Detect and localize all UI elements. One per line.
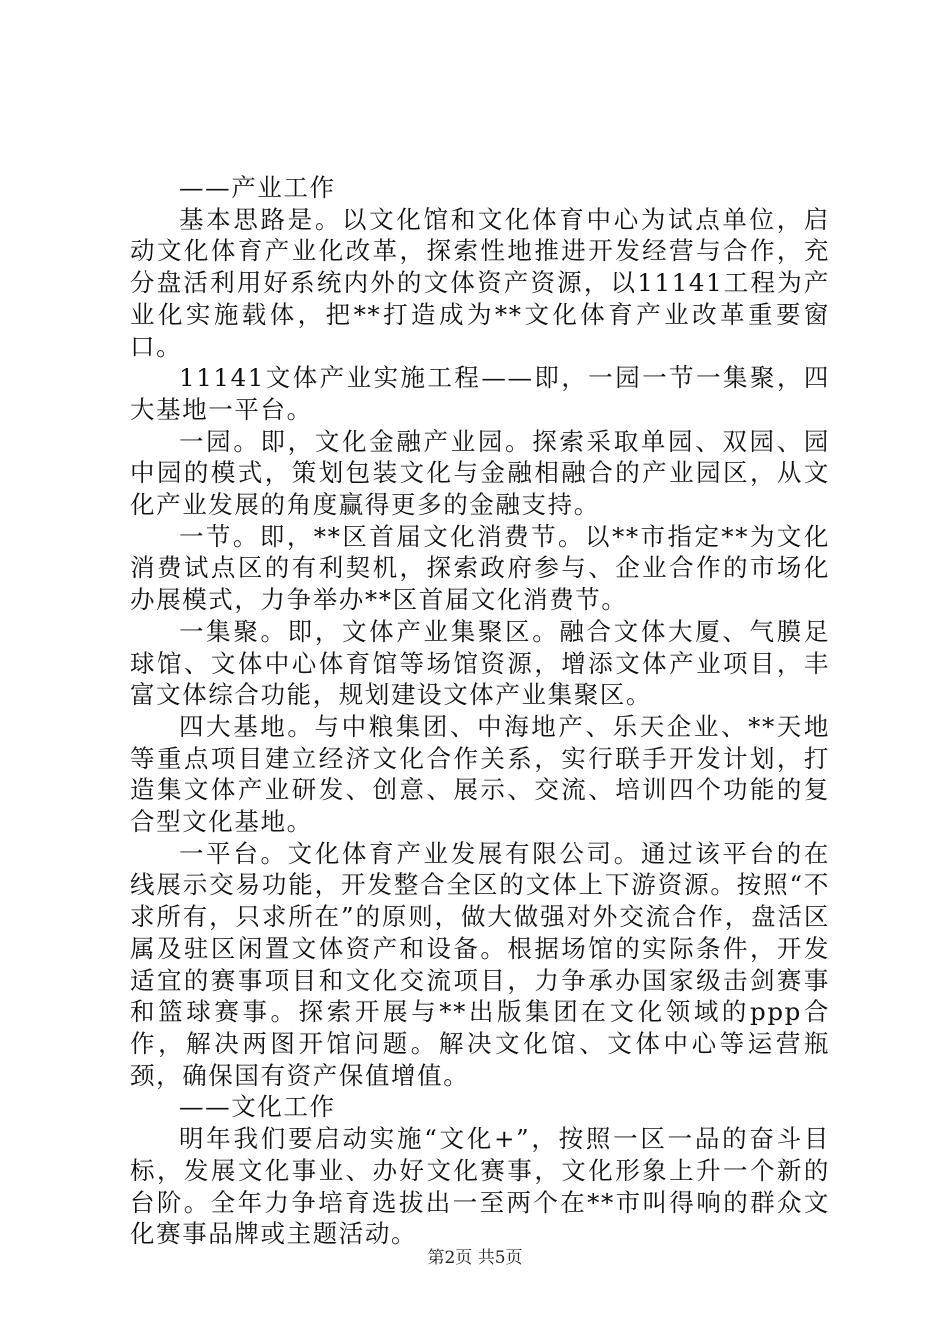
paragraph-one-platform: 一平台。文化体育产业发展有限公司。通过该平台的在线展示交易功能，开发整合全区的文体上下游资源。按照“不求所有，只求所在”的原则，做大做强对外交流合作，盘活区属及驻区闲置文体资产和设备。根据场馆的实际条件，开发适宜的赛事项目和文化交流项目，力争承办国家级击剑赛事和篮球赛事。探索开展与**出版集团在文化领域的ppp合作，解决两图开馆问题。解决文化馆、文体中心等运营瓶颈，确保国有资产保值增值。	[130, 838, 830, 1090]
paragraph-four-bases: 四大基地。与中粮集团、中海地产、乐天企业、**天地等重点项目建立经济文化合作关系，实行联手开发计划，打造集文体产业研发、创意、展示、交流、培训四个功能的复合型文化基地。	[130, 711, 830, 837]
paragraph-11141-project: 11141文体产业实施工程——即，一园一节一集聚，四大基地一平台。	[130, 363, 830, 424]
page-number-footer: 第2页 共5页	[427, 1248, 523, 1268]
paragraph-one-festival: 一节。即，**区首届文化消费节。以**市指定**为文化消费试点区的有利契机，探索政府参与、企业合作的市场化办展模式，力争举办**区首届文化消费节。	[130, 521, 830, 615]
section-heading-industry: ——产业工作	[179, 173, 336, 202]
paragraph-culture-plus: 明年我们要启动实施“文化+”，按照一区一品的奋斗目标，发展文化事业、办好文化赛事，文化形象上升一个新的台阶。全年力争培育选拔出一至两个在**市叫得响的群众文化赛事品牌或主题活动。	[130, 1124, 830, 1249]
paragraph-one-park: 一园。即，文化金融产业园。探索采取单园、双园、园中园的模式，策划包装文化与金融相融合的产业园区，从文化产业发展的角度赢得更多的金融支持。	[130, 426, 830, 520]
document-body	[130, 172, 830, 1250]
section-heading-culture: ——文化工作	[179, 1092, 336, 1122]
paragraph-one-cluster: 一集聚。即，文体产业集聚区。融合文体大厦、气膜足球馆、文体中心体育馆等场馆资源，增添文体产业项目，丰富文体综合功能，规划建设文体产业集聚区。	[130, 616, 830, 710]
paragraph-basic-approach: 基本思路是。以文化馆和文化体育中心为试点单位，启动文化体育产业化改革，探索性地推进开发经营与合作，充分盘活利用好系统内外的文体资产资源，以11141工程为产业化实施载体，把**打造成为**文化体育产业改革重要窗口。	[130, 204, 830, 361]
